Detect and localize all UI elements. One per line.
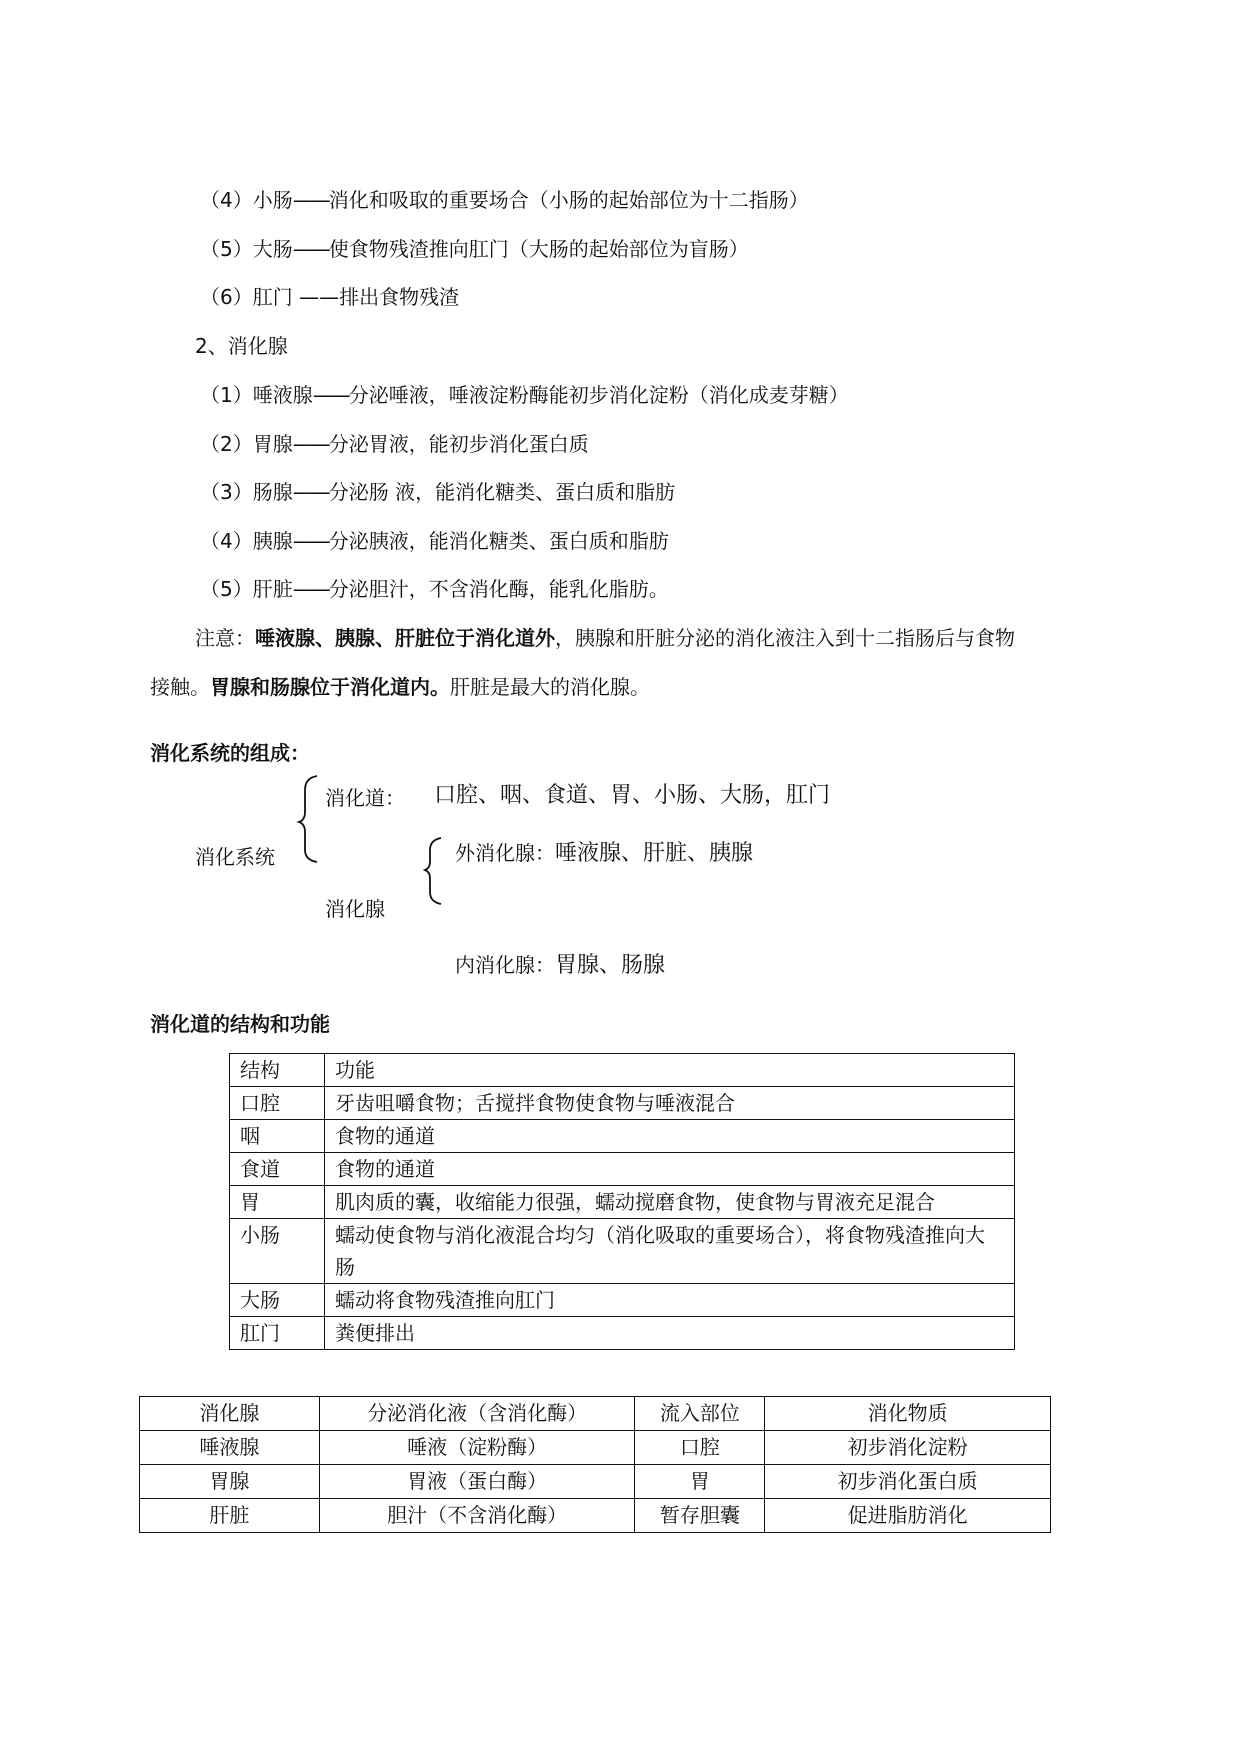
item-dash: ——: [292, 188, 329, 212]
table-cell: 食物的通道: [325, 1120, 1015, 1153]
composition-heading: 消化系统的组成：: [150, 741, 310, 765]
table-row: [230, 1186, 1015, 1219]
table-row: [140, 1499, 1051, 1533]
item-name: 肠腺: [252, 480, 293, 504]
structure-table-heading: 消化道的结构和功能: [150, 1012, 330, 1036]
item-dash: ——: [292, 285, 340, 309]
item-name: 小肠: [252, 188, 293, 212]
item-number: （6）: [200, 285, 253, 309]
table-cell: 胆汁（不含消化酶）: [319, 1499, 635, 1533]
header-cell: 结构: [230, 1054, 325, 1087]
item-description: 消化和吸取的重要场合（小肠的起始部位为十二指肠）: [328, 188, 809, 212]
tract-label: 消化道：: [325, 786, 405, 810]
table-cell: 大肠: [230, 1284, 325, 1317]
note-emphasis: 唾液腺、胰腺、肝脏位于消化道外: [255, 626, 555, 650]
item-description: 使食物残渣推向肛门（大肠的起始部位为盲肠）: [328, 237, 749, 261]
note-emphasis: 胃腺和肠腺位于消化道内。: [210, 675, 450, 699]
section-heading-glands: 2、消化腺: [195, 334, 288, 358]
item-name: 肛门: [252, 285, 293, 309]
item-description: 分泌唾液，唾液淀粉酶能初步消化淀粉（消化成麦芽糖）: [348, 383, 849, 407]
table-row: [140, 1431, 1051, 1465]
item-name: 大肠: [252, 237, 293, 261]
gland-label: 消化腺: [325, 897, 385, 921]
gland-table: [139, 1396, 1051, 1533]
item-number: （3）: [200, 480, 253, 504]
item-description: 分泌肠 液，能消化糖类、蛋白质和脂肪: [328, 480, 676, 504]
item-dash: ——: [312, 383, 349, 407]
table-cell: 胃: [635, 1465, 765, 1499]
item-name: 肝脏: [252, 577, 293, 601]
table-cell: 粪便排出: [325, 1317, 1015, 1350]
item-name: 胰腺: [252, 529, 293, 553]
table-cell: 食道: [230, 1153, 325, 1186]
table-cell: 食物的通道: [325, 1153, 1015, 1186]
table-header-row: [140, 1397, 1051, 1431]
table-cell: 口腔: [635, 1431, 765, 1465]
table-cell: 胃: [230, 1186, 325, 1219]
table-cell: 蠕动使食物与消化液混合均匀（消化吸取的重要场合），将食物残渣推向大肠: [325, 1219, 1015, 1284]
table-cell: 初步消化蛋白质: [765, 1465, 1051, 1499]
table-cell: 唾液（淀粉酶）: [319, 1431, 635, 1465]
item-name: 胃腺: [252, 432, 293, 456]
brace-shape: [299, 776, 317, 862]
header-cell: 消化物质: [765, 1397, 1051, 1431]
tract-row: [325, 786, 405, 810]
table-cell: 小肠: [230, 1219, 325, 1284]
table-row: [230, 1219, 1015, 1284]
item-number: （1）: [200, 383, 253, 407]
item-number: （4）: [200, 529, 253, 553]
note-text: 肝脏是最大的消化腺。: [450, 675, 650, 699]
table-cell: 胃腺: [140, 1465, 320, 1499]
brace-shape: [425, 838, 441, 904]
table-cell: 促进脂肪消化: [765, 1499, 1051, 1533]
table-row: [230, 1087, 1015, 1120]
item-description: 分泌胃液，能初步消化蛋白质: [328, 432, 589, 456]
header-cell: 分泌消化液（含消化酶）: [319, 1397, 635, 1431]
table-cell: 咽: [230, 1120, 325, 1153]
header-cell: 流入部位: [635, 1397, 765, 1431]
table-cell: 胃液（蛋白酶）: [319, 1465, 635, 1499]
table-row: [230, 1317, 1015, 1350]
header-cell: 功能: [325, 1054, 1015, 1087]
inner-label: 内消化腺：: [455, 953, 555, 977]
table-cell: 唾液腺: [140, 1431, 320, 1465]
inner-gland-row: [455, 953, 665, 978]
table-cell: 蠕动将食物残渣推向肛门: [325, 1284, 1015, 1317]
item-dash: ——: [292, 237, 329, 261]
item-name: 唾液腺: [252, 383, 313, 407]
inner-items: 胃腺、肠腺: [555, 953, 666, 978]
table-row: [230, 1120, 1015, 1153]
item-number: （2）: [200, 432, 253, 456]
item-description: 分泌胆汁，不含消化酶，能乳化脂肪。: [328, 577, 669, 601]
table-cell: 口腔: [230, 1087, 325, 1120]
table-row: [230, 1153, 1015, 1186]
item-dash: ——: [292, 432, 329, 456]
note-text: ，胰腺和肝脏分泌的消化液注入到十二指肠后与食物: [555, 626, 1015, 650]
header-cell: 消化腺: [140, 1397, 320, 1431]
table-cell: 肌肉质的囊，收缩能力很强，蠕动搅磨食物，使食物与胃液充足混合: [325, 1186, 1015, 1219]
outer-items: 唾液腺、肝脏、胰腺: [555, 841, 754, 866]
item-dash: ——: [292, 480, 329, 504]
item-description: 排出食物残渣: [339, 285, 460, 309]
structure-table: [229, 1053, 1015, 1350]
table-cell: 肛门: [230, 1317, 325, 1350]
table-cell: 暂存胆囊: [635, 1499, 765, 1533]
outer-gland-row: [455, 841, 753, 866]
system-label: 消化系统: [195, 845, 275, 869]
item-number: （4）: [200, 188, 253, 212]
item-dash: ——: [292, 529, 329, 553]
table-header-row: [230, 1054, 1015, 1087]
note-text: 接触。: [150, 675, 210, 699]
outer-label: 外消化腺：: [455, 841, 555, 865]
tract-items: 口腔、咽、食道、胃、小肠、大肠，肛门: [434, 783, 831, 808]
table-cell: 初步消化淀粉: [765, 1431, 1051, 1465]
note-prefix: 注意：: [195, 626, 255, 650]
item-description: 分泌胰液，能消化糖类、蛋白质和脂肪: [328, 529, 669, 553]
table-row: [140, 1465, 1051, 1499]
item-number: （5）: [200, 237, 253, 261]
item-number: （5）: [200, 577, 253, 601]
table-row: [230, 1284, 1015, 1317]
table-cell: 肝脏: [140, 1499, 320, 1533]
table-cell: 牙齿咀嚼食物；舌搅拌食物使食物与唾液混合: [325, 1087, 1015, 1120]
item-dash: ——: [292, 577, 329, 601]
